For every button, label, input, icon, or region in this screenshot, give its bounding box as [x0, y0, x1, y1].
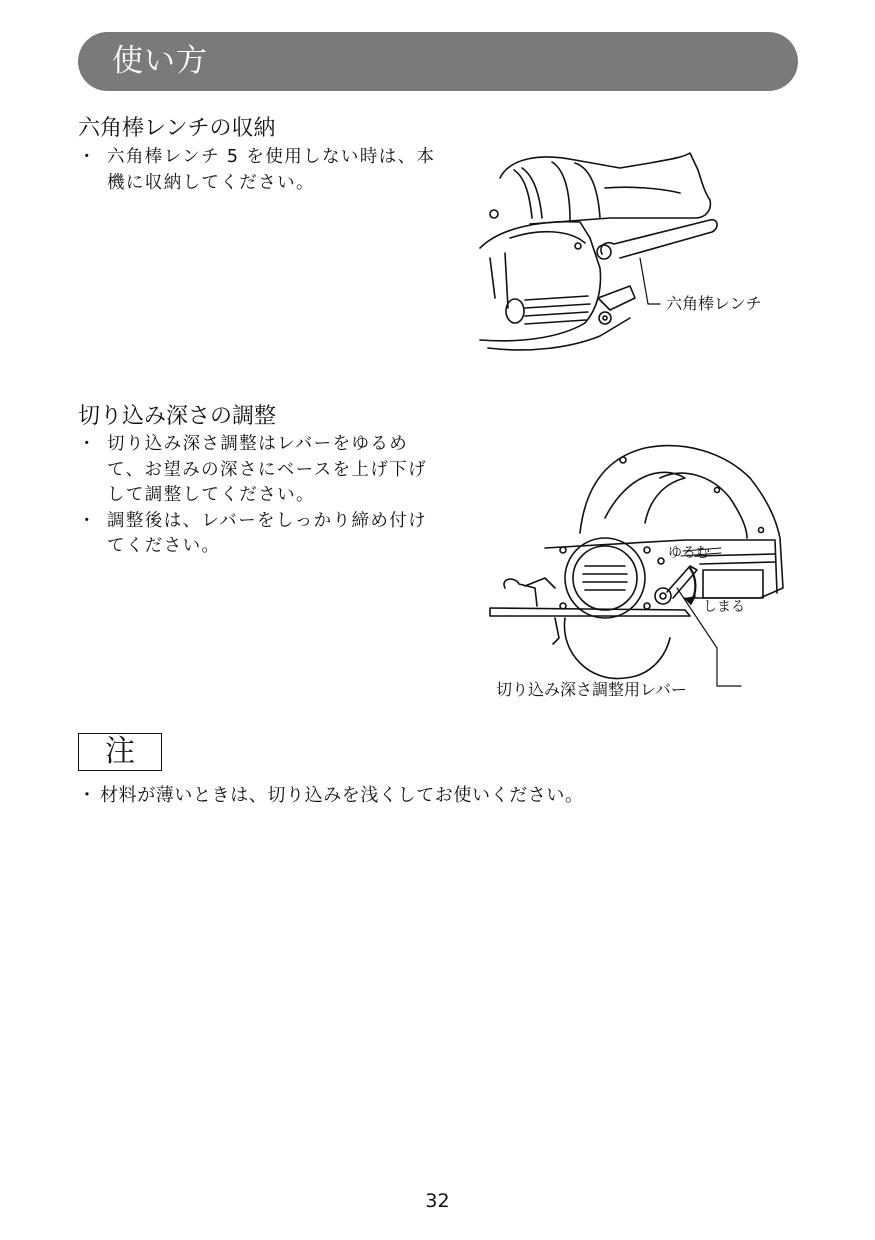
- wrench-storage-instructions: [78, 145, 470, 196]
- hex-wrench-callout: 六角棒レンチ: [666, 294, 762, 313]
- note-text: ・ 材料が薄いときは、切り込みを浅くしてお使いください。: [78, 783, 584, 809]
- page-number: 32: [425, 1190, 450, 1212]
- tighten-label: しまる: [703, 599, 745, 615]
- cut-depth-lever-illustration: [485, 438, 795, 698]
- bullet-dot: ・: [78, 785, 97, 806]
- section-header-bar: [78, 32, 798, 91]
- instruction-item: ・ 調整後は、レバーをしっかり締め付け てください。: [78, 510, 428, 556]
- heading-cut-depth: 切り込み深さの調整: [78, 404, 277, 429]
- instruction-item: ・ 六角棒レンチ 5 を使用しない時は、本 機に収納してください。: [78, 147, 436, 193]
- loosen-label: ゆるむ: [668, 545, 710, 561]
- bullet-dot: ・: [78, 510, 97, 531]
- cut-depth-instructions: [78, 432, 470, 560]
- instruction-item: ・ 切り込み深さ調整はレバーをゆるめ て、お望みの深さにベースを上げ下げ して調整してください。: [78, 434, 428, 505]
- hex-wrench-storage-illustration: [470, 148, 800, 358]
- heading-wrench-storage: 六角棒レンチの収納: [78, 116, 276, 141]
- bullet-dot: ・: [78, 147, 97, 167]
- bullet-dot: ・: [78, 434, 97, 454]
- depth-lever-callout: 切り込み深さ調整用レバー: [496, 680, 687, 699]
- note-badge: 注: [78, 733, 162, 771]
- section-title: 使い方: [112, 43, 208, 79]
